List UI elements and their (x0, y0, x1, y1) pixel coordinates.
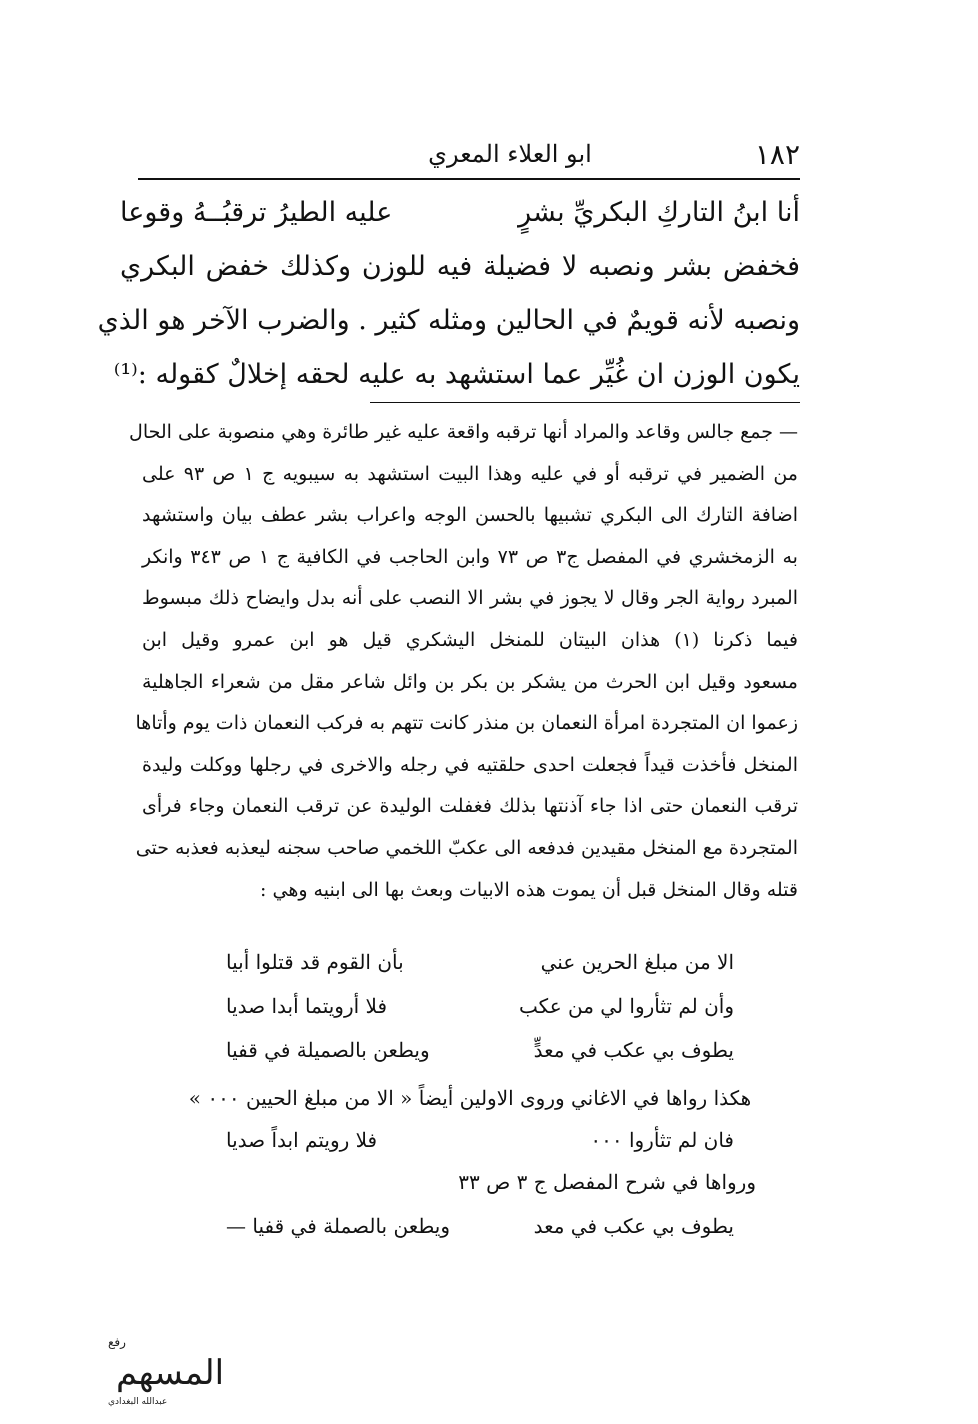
verse-hemistich-second: عليه الطيرُ ترقبُــهُ وقوعا (120, 197, 393, 228)
poem-note: هكذا رواها في الاغاني وروى الاولين أيضاً « الا من مبلغ الحيين ٠٠٠ » (188, 1086, 752, 1110)
verse-hemistich-second: بأن القوم قد قتلوا أبيا (226, 950, 404, 974)
note-line: — جمع جالس وقاعد والمراد أنها ترقبه واقعة عليه غير طائرة وهي منصوبة على الحال (129, 421, 798, 443)
note-line: فيما ذكرنا (١) هذان البيتان للمنخل اليشكري قيل هو ابن عمرو وقيل ابن (142, 628, 798, 651)
main-verse (120, 186, 800, 240)
note-line: ترقب النعمان حتى اذا جاء آذنتها بذلك فغفلت الوليدة عن ترقب النعمان وجاء فرأى (142, 795, 798, 818)
note-line: زعموا ان المتجردة امرأة النعمان بن منذر كانت تتهم به فركب النعمان ذات يوم وأتاها (135, 712, 798, 735)
note-line: المنخل فأخذت قيداً فجعلت احدى حلقتيه في رجله والاخرى في رجلها ووكلت وليدة (142, 753, 798, 776)
main-line: ونصبه لأنه قويمٌ في الحالين ومثله كثير . والضرب الآخر هو الذي (97, 305, 800, 336)
page-number: ١٨٢ (754, 138, 800, 171)
poem (200, 940, 760, 1072)
poem-note: ورواها في شرح المفصل ج ٣ ص ٣٣ (458, 1170, 756, 1194)
note-line: مسعود وقيل ابن الحرث من يشكر بن بكر بن وائل شاعر مقل من شعراء الجاهلية (142, 670, 798, 693)
note-line: قتله وقال المنخل قبل أن يموت هذه الابيات وبعث بها الى ابنيه وهي : (260, 878, 798, 901)
stamp-main-text: المسهم (116, 1353, 225, 1393)
note-line: من الضمير في ترقبه أو في عليه وهذا البيت استشهد به سيبويه ج ١ ص ٩٣ على (142, 462, 798, 485)
stamp-logo (12, 1330, 225, 1410)
stamp-bottom-text: عبدالله البغدادي (108, 1397, 168, 1407)
poem-verse (200, 1118, 760, 1162)
stamp-top-text: رفع (108, 1335, 126, 1349)
page-header (140, 138, 800, 178)
poem-variant (200, 1118, 760, 1162)
footnotes (129, 412, 798, 911)
poem-verse (200, 1028, 760, 1072)
verse-hemistich-first: وأن لم تثأروا لي من عكب (519, 994, 734, 1018)
verse-hemistich-second: فلا رويتم ابداً صديا (226, 1128, 378, 1152)
verse-hemistich-second: ويطعن بالصملة في قفيا — (226, 1214, 450, 1238)
verse-hemistich-first: أنا ابنُ التاركِ البكريِّ بشرٍ (518, 197, 800, 228)
poem-verse (200, 940, 760, 984)
note-line: به الزمخشري في المفصل ج٣ ص ٧٣ وابن الحاجب في الكافية ج ١ ص ٣٤٣ وانكر (142, 545, 798, 568)
verse-hemistich-second: ويطعن بالصميلة في قفيا (226, 1038, 430, 1062)
verse-hemistich-first: يطوف بي عكب في معد (533, 1214, 734, 1238)
main-text (97, 186, 800, 402)
verse-hemistich-second: فلا أرويتما أبدا صديا (226, 994, 388, 1018)
verse-hemistich-first: فان لم تثأروا ٠٠٠ (590, 1128, 734, 1152)
running-title: ابو العلاء المعري (428, 140, 592, 168)
footnote-rule (370, 402, 800, 403)
verse-hemistich-first: يطوف بي عكب في معدٍّ (533, 1038, 734, 1062)
poem-variant (200, 1204, 760, 1248)
header-rule (138, 178, 800, 180)
note-line: المبرد رواية الجر وقال لا يجوز في بشر الا النصب على أنه بدل وايضاح ذلك مبسوط (142, 587, 798, 610)
main-line: يكون الوزن ان غُيِّر عما استشهد به عليه لحقه إخلالٌ كقوله :⁽¹⁾ (113, 359, 800, 390)
main-line: فخفض بشر ونصبه لا فضيلة فيه للوزن وكذلك خفض البكري (120, 251, 800, 282)
poem-verse (200, 1204, 760, 1248)
poem-verse (200, 984, 760, 1028)
verse-hemistich-first: الا من مبلغ الحرين عني (540, 950, 734, 974)
note-line: اضافة التارك الى البكري تشبيها بالحسن الوجه واعراب بشر عطف بيان واستشهد (142, 504, 798, 527)
note-line: المتجردة مع المنخل مقيدين فدفعه الى عكبّ اللخمي صاحب سجنه ليعذبه فعذبه حتى (135, 836, 798, 859)
